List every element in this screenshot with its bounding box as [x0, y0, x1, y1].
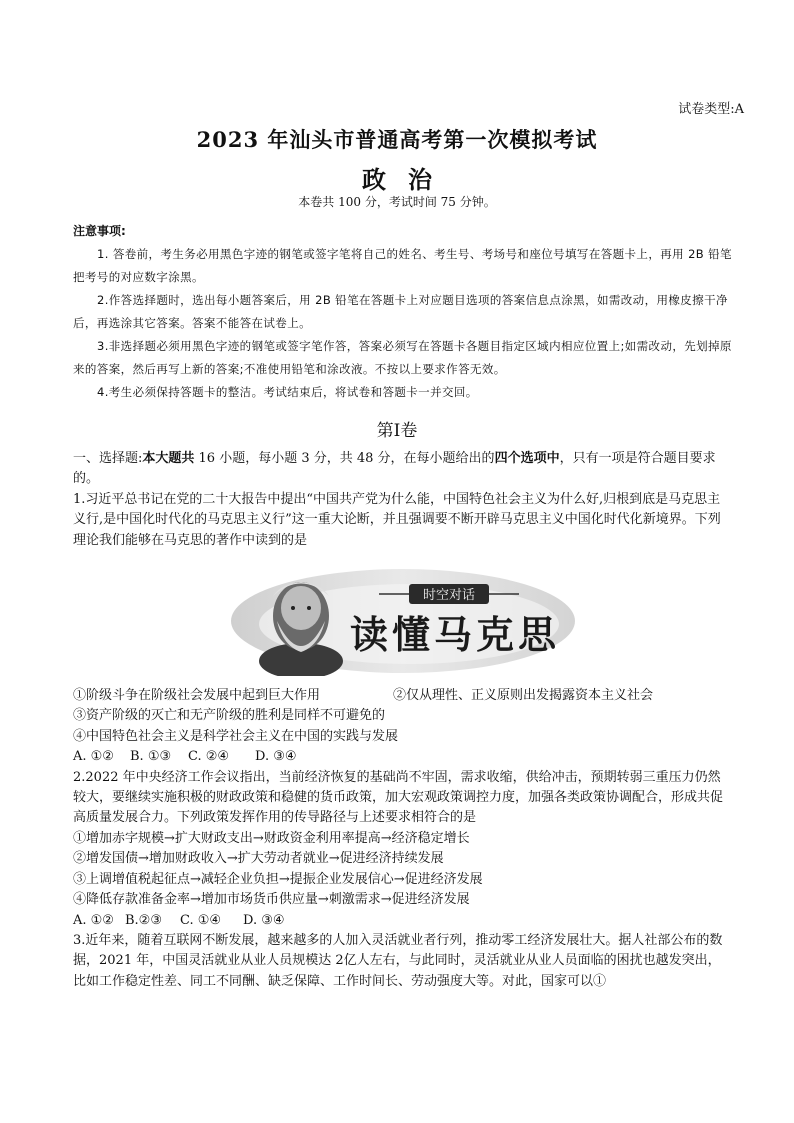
option-b[interactable]: B.②③	[125, 912, 162, 928]
section-text-2: ，只有一项是符合题目要求的。	[73, 451, 716, 487]
option-c[interactable]: C. ②④	[188, 749, 230, 765]
option-c[interactable]: C. ①④	[180, 912, 222, 928]
note-item: 1. 答卷前，考生务必用黑色字迹的钢笔或签字笔将自己的姓名、考生号、考场号和座位号填写在答题卡上，再用 2B 铅笔把考号的对应数字涂黑。	[73, 247, 732, 284]
notes-section	[73, 220, 733, 404]
question-1-item-3: ③资产阶级的灭亡和无产阶级的胜利是同样不可避免的	[73, 708, 386, 724]
note-item: 4.考生必须保持答题卡的整洁。考试结束后，将试卷和答题卡一并交回。	[97, 385, 478, 399]
section-bold-1: 本大题共	[142, 451, 195, 466]
question-2-options	[73, 911, 725, 931]
question-1-item-1: ①阶级斗争在阶级社会发展中起到巨大作用	[73, 688, 321, 704]
marx-illustration	[229, 566, 577, 676]
question-2-item-2: ②增发国债→增加财政收入→扩大劳动者就业→促进经济持续发展	[73, 851, 444, 867]
option-b[interactable]: B. ①③	[130, 749, 172, 765]
option-d[interactable]: D. ③④	[243, 912, 285, 928]
part-title: 第Ⅰ卷	[376, 421, 418, 441]
option-a[interactable]: A. ①②	[73, 749, 114, 765]
questions-body	[73, 449, 725, 992]
option-a[interactable]: A. ①②	[73, 912, 114, 928]
exam-title: 2023 年汕头市普通高考第一次模拟考试	[196, 127, 598, 152]
subject-title: 政治	[362, 165, 454, 194]
section-bold-2: 四个选项中	[494, 451, 560, 466]
section-text-1: 16 小题，每小题 3 分，共 48 分，在每小题给出的	[194, 451, 495, 466]
banner-text: 时空对话	[422, 588, 476, 604]
question-3-stem: 3.近年来，随着互联网不断发展，越来越多的人加入灵活就业者行列，推动零工经济发展壮大。据人社部公布的数据，2021 年，中国灵活就业从业人员规模达 2亿人左右，与此同时，灵活就业从业人员面临的困扰也越发突出，比如工作稳定性差、同工不同酬、缺乏保障、工作时间长、劳动强度大等。对此，国家可以①	[73, 932, 723, 989]
note-item: 3.非选择题必须用黑色字迹的钢笔或签字笔作答，答案必须写在答题卡各题目指定区域内相应位置上;如需改动，先划掉原来的答案，然后再写上新的答案;不准使用铅笔和涂改液。不按以上要求作答无效。	[73, 339, 732, 376]
paper-type-label: 试卷类型:A	[678, 102, 744, 117]
section-prefix: 一、选择题:	[73, 451, 143, 466]
question-2-item-4: ④降低存款准备金率→增加市场货币供应量→刺激需求→促进经济发展	[73, 892, 470, 908]
question-1-item	[73, 686, 725, 706]
question-1-item-4: ④中国特色社会主义是科学社会主义在中国的实践与发展	[73, 728, 399, 744]
note-item: 2.作答选择题时，选出每小题答案后，用 2B 铅笔在答题卡上对应题目选项的答案信息点涂黑，如需改动，用橡皮擦干净后，再选涂其它答案。答案不能答在试卷上。	[73, 293, 728, 330]
exam-info: 本卷共 100 分，考试时间 75 分钟。	[298, 195, 496, 209]
question-1-stem: 1.习近平总书记在党的二十大报告中提出“中国共产党为什么能，中国特色社会主义为什么好,归根到底是马克思主义行,是中国化时代化的马克思主义行”这一重大论断，并且强调要不断开辟马克思主义中国化时代化新境界。下列理论我们能够在马克思的著作中读到的是	[73, 491, 721, 548]
section-heading	[73, 449, 725, 490]
question-1-options	[73, 747, 725, 767]
illustration-title: 读懂马克思	[349, 612, 561, 658]
question-1-item-2: ②仅从理性、正义原则出发揭露资本主义社会	[393, 688, 654, 704]
option-d[interactable]: D. ③④	[255, 749, 297, 765]
question-2-item-3: ③上调增值税起征点→减轻企业负担→提振企业发展信心→促进经济发展	[73, 871, 483, 887]
question-2-stem: 2.2022 年中央经济工作会议指出，当前经济恢复的基础尚不牢固，需求收缩，供给冲击，预期转弱三重压力仍然较大，要继续实施积极的财政政策和稳健的货币政策，加大宏观政策调控力度，加强各类政策协调配合，形成共促高质量发展合力。下列政策发挥作用的传导路径与上述要求相符合的是	[73, 769, 724, 826]
notes-title: 注意事项:	[73, 224, 126, 238]
question-2-item-1: ①增加赤字规模→扩大财政支出→财政资金利用率提高→经济稳定增长	[73, 830, 470, 846]
marx-illustration-svg	[229, 566, 577, 676]
